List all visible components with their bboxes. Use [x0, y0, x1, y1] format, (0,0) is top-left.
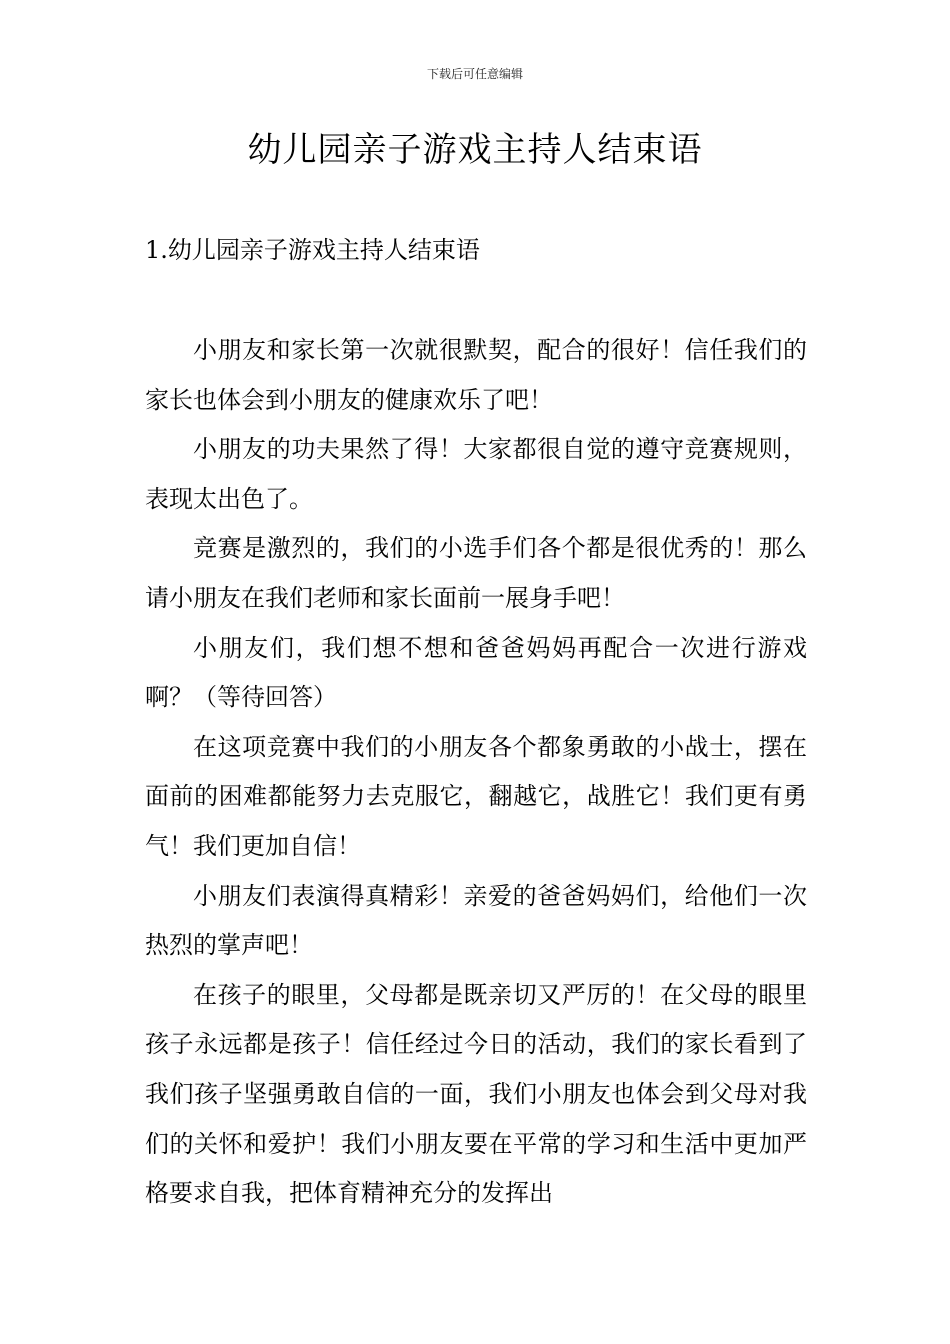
paragraph: 小朋友们，我们想不想和爸爸妈妈再配合一次进行游戏啊？（等待回答） — [145, 633, 807, 712]
body-text — [145, 326, 807, 1219]
document-title: 幼儿园亲子游戏主持人结束语 — [247, 130, 703, 170]
section-heading: 1.幼儿园亲子游戏主持人结束语 — [145, 236, 480, 264]
paragraph: 小朋友的功夫果然了得！大家都很自觉的遵守竞赛规则，表现太出色了。 — [145, 435, 807, 513]
paragraph: 小朋友和家长第一次就很默契，配合的很好！信任我们的家长也体会到小朋友的健康欢乐了吧！ — [145, 336, 807, 414]
paragraph: 在孩子的眼里，父母都是既亲切又严厉的！在父母的眼里孩子永远都是孩子！信任经过今日的活动，我们的家长看到了我们孩子坚强勇敢自信的一面，我们小朋友也体会到父母对我们的关怀和爱护！我们小朋友要在平常的学习和生活中更加严格要求自我，把体育精神充分的发挥出 — [145, 980, 807, 1208]
paragraph: 在这项竞赛中我们的小朋友各个都象勇敢的小战士，摆在面前的困难都能努力去克服它，翻越它，战胜它！我们更有勇气！我们更加自信！ — [145, 732, 807, 860]
header-note: 下载后可任意编辑 — [426, 67, 523, 81]
paragraph: 小朋友们表演得真精彩！亲爱的爸爸妈妈们，给他们一次热烈的掌声吧！ — [145, 881, 807, 960]
paragraph: 竞赛是激烈的，我们的小选手们各个都是很优秀的！那么请小朋友在我们老师和家长面前一展身手吧！ — [145, 534, 807, 612]
